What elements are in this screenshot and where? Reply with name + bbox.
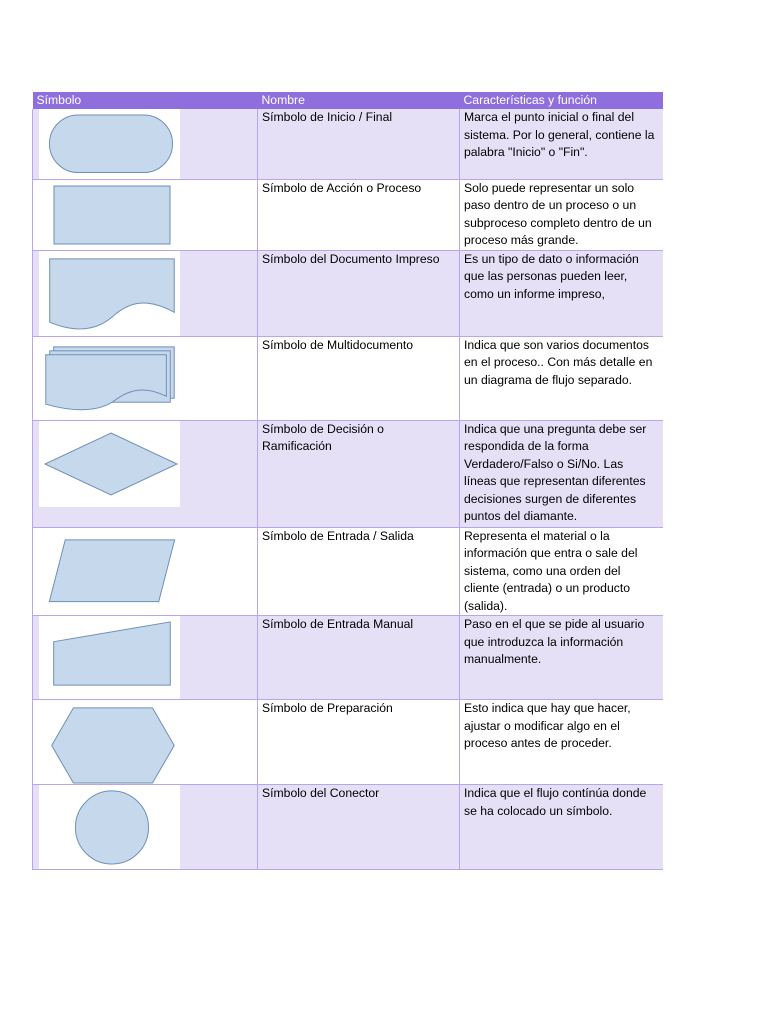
input-output-parallelogram-icon (39, 528, 180, 616)
preparation-hexagon-icon (39, 700, 180, 784)
symbol-description: Es un tipo de dato o información que las personas pueden leer, como un informe impreso, (460, 250, 663, 336)
symbol-cell (33, 700, 258, 785)
decision-diamond-icon (39, 421, 180, 507)
symbol-name: Símbolo de Entrada Manual (258, 616, 460, 700)
process-rectangle-icon (39, 180, 180, 250)
symbol-description: Marca el punto inicial o final del sistema. Por lo general, contiene la palabra "Inicio" o "Fin". (460, 109, 663, 179)
table-row (33, 179, 663, 250)
symbol-name: Símbolo de Acción o Proceso (258, 179, 460, 250)
symbol-name: Símbolo del Conector (258, 785, 460, 870)
symbol-cell (33, 785, 258, 870)
multidocument-icon (39, 337, 180, 420)
symbol-name: Símbolo de Multidocumento (258, 336, 460, 420)
symbol-description: Paso en el que se pide al usuario que introduzca la información manualmente. (460, 616, 663, 700)
flowchart-symbols-table (32, 92, 663, 870)
symbol-description: Indica que son varios documentos en el proceso.. Con más detalle en un diagrama de flujo separado. (460, 336, 663, 420)
symbol-cell (33, 250, 258, 336)
symbol-description: Indica que el flujo contínúa donde se ha colocado un símbolo. (460, 785, 663, 870)
symbol-cell (33, 179, 258, 250)
table-row (33, 527, 663, 616)
table-row (33, 616, 663, 700)
symbol-description: Representa el material o la información que entra o sale del sistema, como una orden del cliente (entrada) o un producto (salida). (460, 527, 663, 616)
symbol-name: Símbolo de Decisión o Ramificación (258, 420, 460, 527)
manual-input-icon (39, 616, 180, 699)
symbol-description: Indica que una pregunta debe ser respondida de la forma Verdadero/Falso o Si/No. Las líneas que representan diferentes decisiones surgen de diferentes puntos del diamante. (460, 420, 663, 527)
symbol-description: Esto indica que hay que hacer, ajustar o modificar algo en el proceso antes de proceder. (460, 700, 663, 785)
symbol-name: Símbolo de Preparación (258, 700, 460, 785)
symbol-name: Símbolo de Entrada / Salida (258, 527, 460, 616)
table-row (33, 785, 663, 870)
header-name: Nombre (258, 92, 460, 109)
symbol-name: Símbolo de Inicio / Final (258, 109, 460, 179)
terminator-icon (39, 109, 180, 179)
symbol-cell (33, 616, 258, 700)
connector-circle-icon (39, 785, 180, 869)
symbol-description: Solo puede representar un solo paso dentro de un proceso o un subproceso completo dentro de un proceso más grande. (460, 179, 663, 250)
table-row (33, 420, 663, 527)
table-row (33, 336, 663, 420)
table-header-row (33, 92, 663, 109)
symbol-cell (33, 109, 258, 179)
table-row (33, 250, 663, 336)
header-description: Características y función (460, 92, 663, 109)
document-icon (39, 251, 180, 336)
symbol-cell (33, 527, 258, 616)
symbol-cell (33, 420, 258, 527)
table-row (33, 700, 663, 785)
table-row (33, 109, 663, 179)
header-symbol: Símbolo (33, 92, 258, 109)
symbol-cell (33, 336, 258, 420)
symbol-name: Símbolo del Documento Impreso (258, 250, 460, 336)
